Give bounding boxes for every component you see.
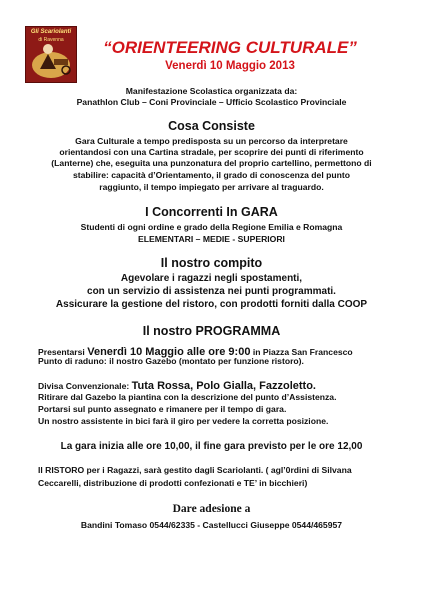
presentarsi-location: in Piazza San Francesco [250,347,353,357]
cosa-line: orientandosi con una Cartina stradale, per scoprire dei punti di riferimento [59,147,364,157]
section-heading-cosa: Cosa Consiste [168,119,255,133]
logo-text-top: Gli Scariolanti [30,29,72,35]
logo-text-bottom: di Ravenna [38,37,64,43]
concorrenti-line: ELEMENTARI – MEDIE - SUPERIORI [138,234,285,244]
section-heading-programma: Il nostro PROGRAMMA [142,324,281,338]
presentarsi-datetime: Venerdì 10 Maggio alle ore 9:00 [87,346,251,358]
programma-line: Ritirare dal Gazebo la piantina con la descrizione del punto d’Assistenza. [38,392,337,402]
organizer-intro: Manifestazione Scolastica organizzata da: [125,86,298,96]
ristoro-line: Il RISTORO per i Ragazzi, sarà gestito dagli Scariolanti. ( agl’0rdini di Silvana [38,465,352,475]
cosa-line: raggiunto, il tempo impiegato per arrivare al traguardo. [99,182,324,192]
page-title: “ORIENTEERING CULTURALE” [103,38,357,57]
compito-line: Agevolare i ragazzi negli spostamenti, [120,273,303,284]
concorrenti-line: Studenti di ogni ordine e grado della Regione Emilia e Romagna [80,222,343,232]
programma-line: Un nostro assistente in bici farà il giro per vedere la corretta posizione. [38,416,329,426]
event-date: Venerdì 10 Maggio 2013 [165,60,295,72]
organizer-list: Panathlon Club – Coni Provinciale – Ufficio Scolastico Provinciale [76,97,347,107]
divisa-value: Tuta Rossa, Polo Gialla, Fazzoletto. [131,380,316,392]
divisa-label: Divisa Convenzionale: [38,381,132,391]
presentarsi-label: Presentarsi [38,347,88,357]
adesione-heading: Dare adesione a [172,503,251,515]
cosa-line: Gara Culturale a tempo predisposta su un percorso da interpretare [75,136,348,146]
orari-gara: La gara inizia alle ore 10,00, il fine gara previsto per le ore 12,00 [60,441,363,452]
section-heading-concorrenti: I Concorrenti In GARA [145,205,278,219]
compito-line: con un servizio di assistenza nei punti programmati. [87,286,336,297]
compito-line: Assicurare la gestione del ristoro, con prodotti forniti dalla COOP [55,299,368,310]
adesione-contacts: Bandini Tomaso 0544/62335 - Castellucci Giuseppe 0544/465957 [80,520,343,530]
section-heading-compito: Il nostro compito [160,256,263,270]
programma-line: Portarsi sul punto assegnato e rimanere per il tempo di gara. [38,404,287,414]
ristoro-line: Ceccarelli, distribuzione di prodotti confezionati e TE’ in bicchieri) [38,478,308,488]
programma-raduno: Punto di raduno: il nostro Gazebo (montato per funzione ristoro). [38,356,304,366]
cosa-line: (Lanterne) che, eseguita una punzonatura del proprio cartellino, permettono di [51,158,372,168]
cosa-line: stabilire: capacità d’Orientamento, il grado di conoscenza del punto [73,170,350,180]
